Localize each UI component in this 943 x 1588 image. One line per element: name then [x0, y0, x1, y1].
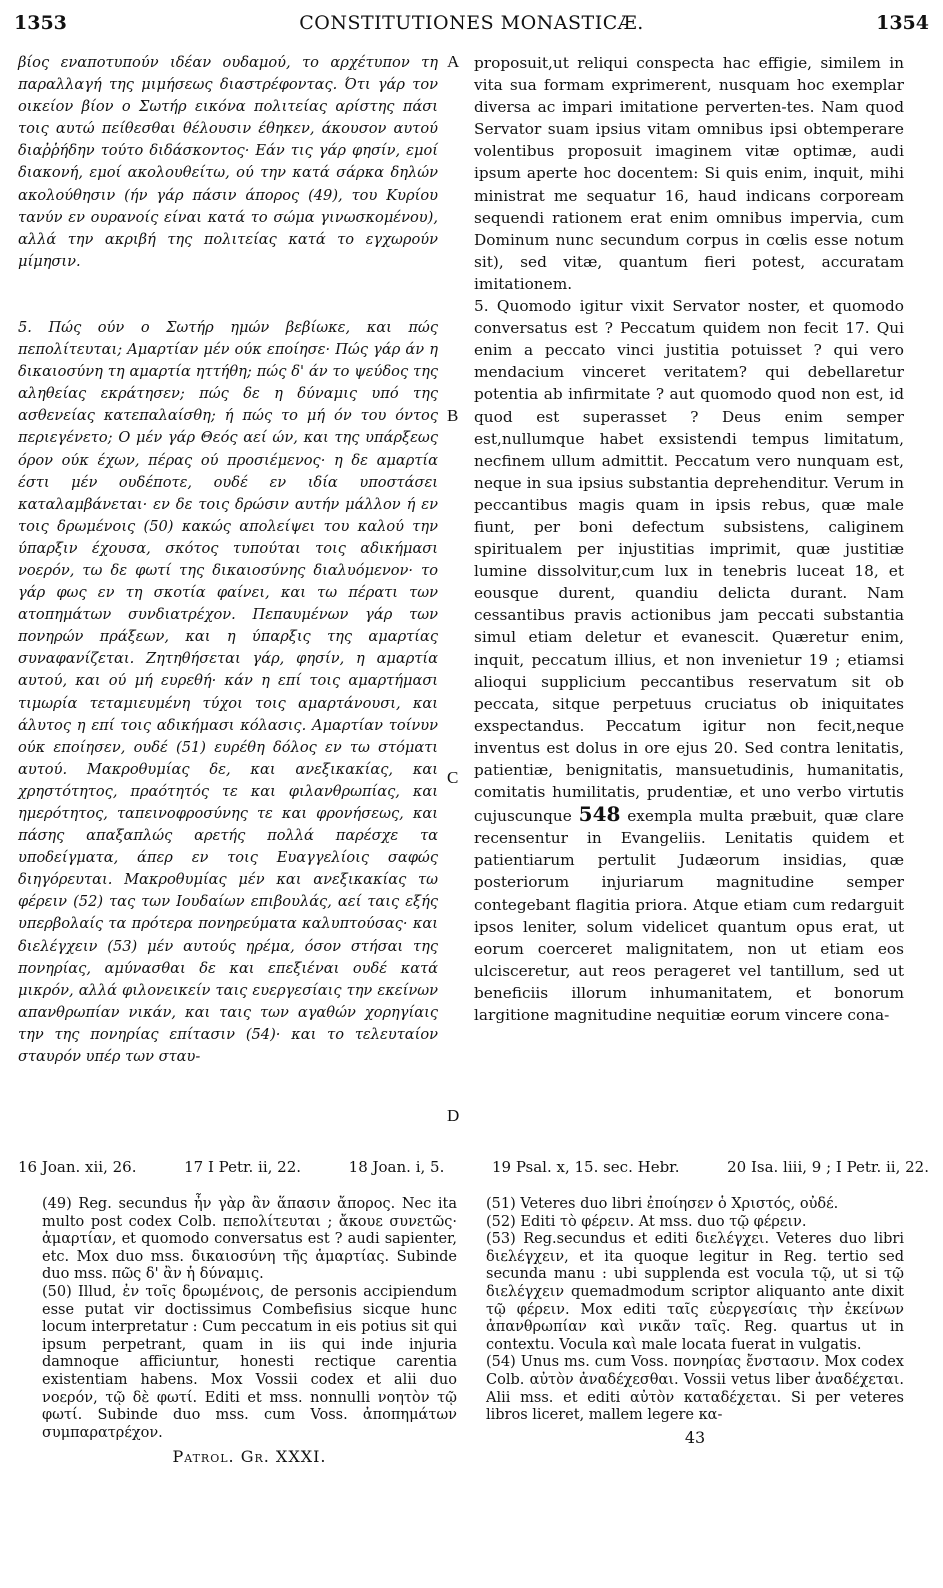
greek-paragraph-1: βίος εναποτυπούν ιδέαν ουδαμού, το αρχέτυπον τη παραλλαγή της μιμήσεως διαστρέφοντας. Ότι γάρ τον οικείον βίον ο Σωτήρ εικόνα πολιτείας αρίστης πάσι τοις αυτώ πείθεσθαι θέλουσιν έθηκεν, άκουσον αυτού διαῤῥήδην τούτο διδάσκοντος· Εάν τις γάρ φησίν, εμοί διακονή, εμοί ακολουθείτω, ού την κατά σάρκα δηλών ακολούθησιν (ήν γάρ πάσιν άπορος (49), του Κυρίου τανύν εν ουρανοίς είναι κατά το σώμα γινωσκομένου), αλλά την ακριβή της πολιτείας κατά το εγχωρούν μίμησιν. — [18, 54, 438, 270]
greek-paragraph-2: 5. Πώς ούν ο Σωτήρ ημών βεβίωκε, και πώς πεπολίτευται; Αμαρτίαν μέν ούκ εποίησε· Πώς γάρ άν η δικαιοσύνη τη αμαρτία ηττήθη; πώς δ' άν το ψεύδος της αληθείας εκράτησεν; πώς δε η δύναμις υπό της ασθενείας κατεπαλαίσθη; ή πώς το μή όν του όντος περιεγένετο; Ο μέν γάρ Θεός αεί ών, και της υπάρξεως όρον ούκ έχων, πέρας ού προσιέμενος· η δε αμαρτία έστι μέν ουδέποτε, ουδέ εν ιδία υποστάσει καταλαμβάνεται· εν δε τοις δρώσιν αυτήν μάλλον ή εν τοις δρωμένοις (50) κακώς απολείψει του καλού την ύπαρξιν έχουσα, σκότος τυπούται τοις αδικήμασι νοερόν, τω δε φωτί της δικαιοσύνης διαλυόμενον· το γάρ φως εν τη σκοτία φαίνει, και τω πέρατι των ατοπημάτων συνδιατρέχον. Πεπαυμένων γάρ των πονηρών πράξεων, και η ύπαρξις της αμαρτίας συναφανίζεται. Ζητηθήσεται γάρ, φησίν, η αμαρτία αυτού, και ού μή ευρεθή· κάν η επί τοις αμαρτήμασι τιμωρία τεταμιευμένη τύχοι τοις αμαρτάνουσι, και άλυτος η επί τοις αδικήμασι κόλασις. Αμαρτίαν τοίνυν ούκ εποίησεν, ουδέ (51) ευρέθη δόλος εν τω στόματι αυτού. Μακροθυμίας δε, και ανεξικακίας, και χρηστότητος, πραότητός τε και φιλανθρωπίας, και ημερότητος, ταπεινοφροσύνης τε και φρονήσεως, και πάσης απαξαπλώς αρετής πολλά παρέσχε τα υποδείγματα, άπερ εν τοις Ευαγγελίοις σαφώς διηγόρευται. Μακροθυμίας μέν και ανεξικακίας τω φέρειν (52) τας των Ιουδαίων επιβουλάς, αεί ταις εξής υπερβολαίς τα πρότερα πονηρεύματα καλυπτούσας· και διελέγχειν (53) μέν αυτούς ηρέμα, όσον στήσαι της πονηρίας, αμύνασθαι δε και επεξιέναι ουδέ κατά μικρόν, αλλά φιλονεικείν ταις ευεργεσίαις την εκείνων απανθρωπίαν νικάν, και ταις των αγαθών χορηγίαις την της πονηρίας επίτασιν (54)· και το τελευταίον σταυρόν υπέρ των σταυ- — [18, 318, 438, 1066]
reference-20: 20 Isa. liii, 9 ; I Petr. ii, 22. — [727, 1158, 929, 1176]
footnotes-right — [486, 1196, 904, 1446]
footnote-52: (52) Editi τὸ φέρειν. At mss. duo τῷ φέρειν. — [486, 1213, 807, 1230]
reference-19: 19 Psal. x, 15. sec. Hebr. — [491, 1158, 680, 1176]
reference-18: 18 Joan. i, 5. — [348, 1158, 445, 1176]
latin-paragraph-2-part-b: exempla multa præbuit, quæ clare recensentur in Evangeliis. Lenitatis quidem et patientiarum pertulit Judæorum insidias, quæ posteriorum injuriarum magnitudine semper contegebant flagitia priora. Atque etiam cum redarguit ipsos leniter, solum videlicet quantum opus erat, ut eorum coerceret malignitatem, non ut etiam eos ulcisceretur, aut reos perageret vel tantillum, sed ut beneficiis illorum inhumanitatem, et bonorum largitione magnitudine nequitiæ eorum vincere cona- — [474, 807, 904, 1025]
section-marker-a: A — [447, 52, 460, 71]
footnote-53: (53) Reg.secundus et editi διελέγχει. Veteres duo libri διελέγχειν, et ita quoque legitur in Reg. tertio sed secunda manu : ubi supplenda est vocula τῷ, ut si τῷ διελέγχειν quemadmodum scriptor aliquanto ante dixit τῷ φέρειν. Mox editi ταῖς εὐεργεσίαις τὴν ἐκείνων ἀπανθρωπίαν καὶ νικᾶν ταῖς. Reg. quartus ut in contextu. Vocula καὶ male locata fuerat in vulgatis. — [486, 1231, 904, 1353]
section-marker-d: D — [447, 1106, 460, 1125]
latin-column — [474, 52, 904, 1026]
footnote-54: (54) Unus ms. cum Voss. πονηρίας ἔνστασιν. Mox codex Colb. αὐτὸν ἀναδέχεσθαι. Vossii vetus liber ἀναδέχεται. Alii mss. et editi αὐτὸν καταδέχεται. Si per veteres libros liceret, mallem legere κα- — [486, 1354, 904, 1424]
section-marker-c: C — [447, 768, 459, 787]
footnote-51: (51) Veteres duo libri ἐποίησεν ὁ Χριστός, οὐδέ. — [486, 1196, 839, 1212]
footnotes-left — [42, 1196, 457, 1466]
latin-paragraph-2 — [474, 295, 904, 1026]
running-title: CONSTITUTIONES MONASTICÆ. — [299, 12, 644, 34]
right-column-number: 1354 — [876, 12, 929, 34]
footnote-50: (50) Illud, ἐν τοῖς δρωμένοις, de personis accipiendum esse putat vir doctissimus Combefisius sicque hunc locum interpretatur : Cum peccatum in eis potius sit qui ipsum perpetrant, quam in iis qui inde injuria damnoque afficiuntur, honesti rectique carentia existentiam habens. Mox Vossii codex et alii duo νοερόν, τῷ δὲ φωτί. Editi et mss. nonnulli νοητὸν τῷ φωτί. Subinde duo mss. cum Voss. ἀποπημάτων συμπαρατρέχον. — [42, 1283, 457, 1441]
section-marker-b: B — [447, 406, 459, 425]
latin-paragraph-2-part-a: 5. Quomodo igitur vixit Servator noster, et quomodo conversatus est ? Peccatum quidem non fecit 17. Qui enim a peccato vinci justitia potuisset ? qui vero mendacium vinceret veritatem? qui debellaretur potentia ab infirmitate ? aut quomodo quod non est, id quod est superasset ? Deus enim semper est,nullumque habet exsistendi tempus limitatum, necfinem ullum admittit. Peccatum vero nunquam est, neque in sua ipsius substantia deprehenditur. Verum in peccantibus magis quam in ipsis rebus, quæ male fiunt, per boni defectum subsistens, caliginem spiritualem per injustitias imprimit, quæ justitiæ lumine dissolvitur,cum lux in tenebris luceat 18, et eousque durent, quandiu delicta durant. Nam cessantibus pravis actionibus jam peccati substantia simul etiam deletur et evanescit. Quæretur enim, inquit, peccatum illius, et non invenietur 19 ; etiamsi alioqui supplicium peccantibus reservatum sit ob peccata, sitque perpetuus cruciatus ob iniquitates exspectandus. Peccatum igitur non fecit,neque inventus est dolus in ore ejus 20. Sed contra lenitatis, patientiæ, benignitatis, mansuetudinis, humanitatis, comitatis humilitatis, prudentiæ, et uno verbo virtutis cujuscunque — [474, 297, 904, 826]
patrologia-signature: Patrol. Gr. XXXI. — [172, 1447, 327, 1467]
greek-column — [18, 52, 438, 1068]
left-column-number: 1353 — [14, 12, 67, 34]
footnote-49: (49) Reg. secundus ἦν γὰρ ἂν ἅπασιν ἄπορος. Nec ita multo post codex Colb. πεπολίτευται ; ἄκουε συνετῶς· ἁμαρτίαν, et quomodo conversatus est ? audi sapienter, etc. Mox duo mss. δικαιοσύνη τῆς ἁμαρτίας. Subinde duo mss. πῶς δ' ἂν ἡ δύναμις. — [42, 1196, 457, 1283]
page-header — [14, 8, 929, 38]
page-marker-548: 548 — [578, 802, 621, 827]
latin-paragraph-1: proposuit,ut reliqui conspecta hac effigie, similem in vita sua formam exprimerent, nusquam hoc exemplar diversa ac impari imitatione perverten-tes. Nam quod Servator suam ipsius vitam omnibus ipsi obtemperare volentibus proposuit imaginem vitæ optimæ, audi ipsum aperte hoc docentem: Si quis enim, inquit, mihi ministrat me sequatur 16, haud indicans corpoream sequendi rationem erat enim omnibus impervia, cum Dominum nunc secundum corpus in cœlis esse notum sit), sed vitæ, quantum fieri potest, accuratam imitationem. — [474, 54, 904, 293]
reference-16: 16 Joan. xii, 26. — [18, 1158, 137, 1176]
scripture-references — [18, 1158, 929, 1184]
reference-17: 17 I Petr. ii, 22. — [184, 1158, 302, 1176]
page-number: 43 — [684, 1427, 706, 1447]
